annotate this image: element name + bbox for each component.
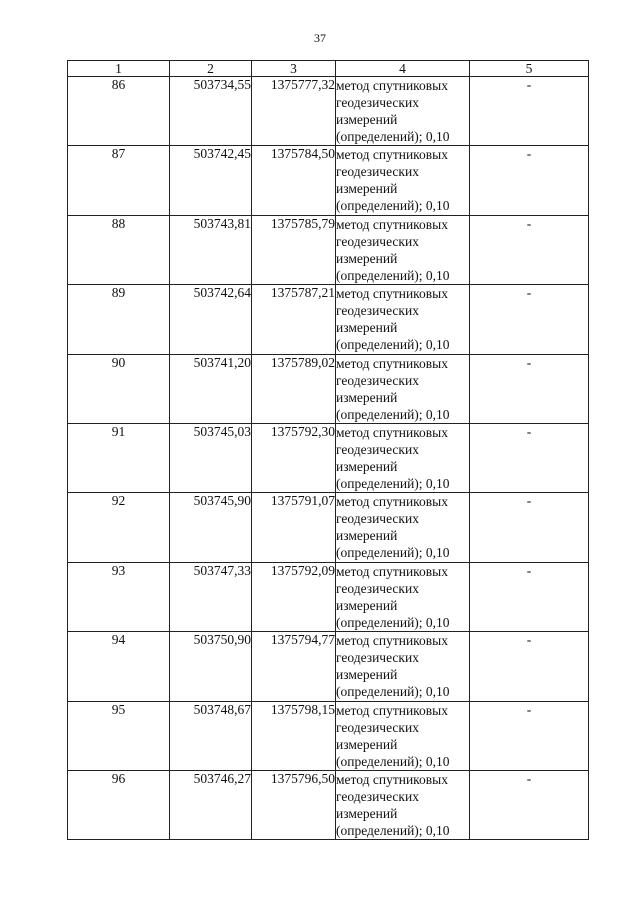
column-header-2: 2 xyxy=(170,61,252,77)
method-line: измерений xyxy=(336,389,398,405)
method-line: измерений xyxy=(336,250,398,266)
method-line: измерений xyxy=(336,805,398,821)
x-coordinate-cell: 503747,33 xyxy=(170,562,252,631)
method-line: (определений); 0,10 xyxy=(336,822,450,838)
method-cell xyxy=(336,701,470,770)
table-row xyxy=(68,632,589,701)
y-coordinate-cell: 1375794,77 xyxy=(252,632,336,701)
point-number-cell: 90 xyxy=(68,354,170,423)
table-row xyxy=(68,354,589,423)
x-coordinate-cell: 503750,90 xyxy=(170,632,252,701)
method-line: (определений); 0,10 xyxy=(336,267,450,283)
method-line: геодезических xyxy=(336,719,419,735)
point-number-cell: 86 xyxy=(68,77,170,146)
x-coordinate-cell: 503742,45 xyxy=(170,146,252,215)
method-line: измерений xyxy=(336,320,398,336)
method-cell xyxy=(336,562,470,631)
note-cell: - xyxy=(470,493,589,562)
point-number-cell: 87 xyxy=(68,146,170,215)
page-number: 37 xyxy=(314,31,326,45)
note-cell: - xyxy=(470,215,589,284)
method-line: (определений); 0,10 xyxy=(336,614,450,630)
column-header-5: 5 xyxy=(470,61,589,77)
method-cell xyxy=(336,285,470,354)
method-cell xyxy=(336,215,470,284)
method-cell xyxy=(336,632,470,701)
y-coordinate-cell: 1375792,09 xyxy=(252,562,336,631)
y-coordinate-cell: 1375798,15 xyxy=(252,701,336,770)
x-coordinate-cell: 503742,64 xyxy=(170,285,252,354)
method-cell xyxy=(336,77,470,146)
table-row xyxy=(68,493,589,562)
x-coordinate-cell: 503746,27 xyxy=(170,770,252,839)
note-cell: - xyxy=(470,285,589,354)
method-line: метод спутниковых xyxy=(336,355,448,371)
method-line: метод спутниковых xyxy=(336,494,448,510)
note-cell: - xyxy=(470,701,589,770)
method-line: геодезических xyxy=(336,580,419,596)
method-line: геодезических xyxy=(336,788,419,804)
method-line: метод спутниковых xyxy=(336,702,448,718)
y-coordinate-cell: 1375785,79 xyxy=(252,215,336,284)
method-line: метод спутниковых xyxy=(336,286,448,302)
table-row xyxy=(68,77,589,146)
coordinates-table xyxy=(67,60,589,840)
method-line: измерений xyxy=(336,736,398,752)
method-cell xyxy=(336,354,470,423)
column-header-4: 4 xyxy=(336,61,470,77)
y-coordinate-cell: 1375777,32 xyxy=(252,77,336,146)
table-row xyxy=(68,701,589,770)
method-line: геодезических xyxy=(336,441,419,457)
method-line: метод спутниковых xyxy=(336,633,448,649)
method-line: (определений); 0,10 xyxy=(336,545,450,561)
method-line: (определений); 0,10 xyxy=(336,198,450,214)
method-cell xyxy=(336,770,470,839)
note-cell: - xyxy=(470,423,589,492)
method-line: геодезических xyxy=(336,303,419,319)
table-row xyxy=(68,770,589,839)
table-row xyxy=(68,423,589,492)
note-cell: - xyxy=(470,354,589,423)
note-cell: - xyxy=(470,146,589,215)
method-line: метод спутниковых xyxy=(336,216,448,232)
method-line: измерений xyxy=(336,528,398,544)
method-line: измерений xyxy=(336,667,398,683)
y-coordinate-cell: 1375791,07 xyxy=(252,493,336,562)
method-cell xyxy=(336,493,470,562)
x-coordinate-cell: 503745,90 xyxy=(170,493,252,562)
method-line: геодезических xyxy=(336,511,419,527)
point-number-cell: 92 xyxy=(68,493,170,562)
x-coordinate-cell: 503748,67 xyxy=(170,701,252,770)
x-coordinate-cell: 503734,55 xyxy=(170,77,252,146)
method-line: метод спутниковых xyxy=(336,424,448,440)
x-coordinate-cell: 503741,20 xyxy=(170,354,252,423)
method-line: измерений xyxy=(336,458,398,474)
method-line: (определений); 0,10 xyxy=(336,406,450,422)
method-line: измерений xyxy=(336,181,398,197)
y-coordinate-cell: 1375784,50 xyxy=(252,146,336,215)
point-number-cell: 95 xyxy=(68,701,170,770)
point-number-cell: 93 xyxy=(68,562,170,631)
y-coordinate-cell: 1375796,50 xyxy=(252,770,336,839)
y-coordinate-cell: 1375792,30 xyxy=(252,423,336,492)
column-header-1: 1 xyxy=(68,61,170,77)
note-cell: - xyxy=(470,632,589,701)
point-number-cell: 89 xyxy=(68,285,170,354)
note-cell: - xyxy=(470,77,589,146)
column-header-3: 3 xyxy=(252,61,336,77)
y-coordinate-cell: 1375787,21 xyxy=(252,285,336,354)
method-cell xyxy=(336,423,470,492)
method-line: (определений); 0,10 xyxy=(336,475,450,491)
method-line: геодезических xyxy=(336,650,419,666)
method-line: геодезических xyxy=(336,372,419,388)
table-row xyxy=(68,562,589,631)
note-cell: - xyxy=(470,562,589,631)
method-line: метод спутниковых xyxy=(336,771,448,787)
method-line: геодезических xyxy=(336,233,419,249)
method-line: метод спутниковых xyxy=(336,563,448,579)
table-header-row xyxy=(68,61,589,77)
note-cell: - xyxy=(470,770,589,839)
y-coordinate-cell: 1375789,02 xyxy=(252,354,336,423)
table-row xyxy=(68,146,589,215)
method-line: метод спутниковых xyxy=(336,147,448,163)
method-line: (определений); 0,10 xyxy=(336,129,450,144)
table-row xyxy=(68,215,589,284)
method-cell xyxy=(336,146,470,215)
method-line: (определений); 0,10 xyxy=(336,753,450,769)
point-number-cell: 94 xyxy=(68,632,170,701)
method-line: (определений); 0,10 xyxy=(336,684,450,700)
method-line: геодезических xyxy=(336,164,419,180)
table-row xyxy=(68,285,589,354)
method-line: геодезических xyxy=(336,95,419,110)
method-line: метод спутниковых xyxy=(336,78,448,93)
method-line: измерений xyxy=(336,112,398,127)
point-number-cell: 96 xyxy=(68,770,170,839)
point-number-cell: 91 xyxy=(68,423,170,492)
table-body xyxy=(68,77,589,840)
x-coordinate-cell: 503743,81 xyxy=(170,215,252,284)
method-line: измерений xyxy=(336,597,398,613)
method-line: (определений); 0,10 xyxy=(336,337,450,353)
point-number-cell: 88 xyxy=(68,215,170,284)
x-coordinate-cell: 503745,03 xyxy=(170,423,252,492)
